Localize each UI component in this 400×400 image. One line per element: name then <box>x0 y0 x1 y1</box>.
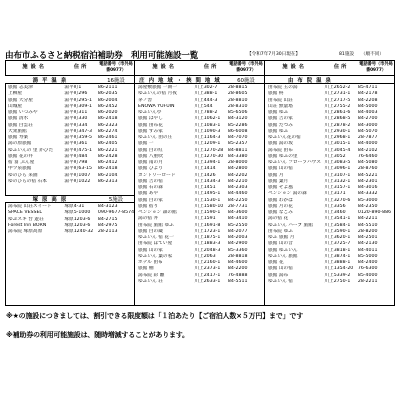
facility-phone: 84-2202 <box>227 172 248 178</box>
facility-phone: 76-4888 <box>227 272 248 278</box>
facility-phone: 84-8811 <box>227 147 248 153</box>
section-title: 庄内地域・挾間地域 <box>139 77 224 84</box>
facility-list <box>5 84 134 185</box>
footer-note-discount: ※★の施設につきましては、割引できる限度額は「１泊あたり【ご宿泊人数×５万円】まで」です <box>6 312 304 320</box>
facility-address: 川上2731-1 <box>324 91 351 97</box>
facility-name: 由布院 ゆふ <box>268 228 293 234</box>
facility-phone: 84-3000 <box>357 122 378 128</box>
facility-phone: 84-3600 <box>227 210 248 215</box>
facility-address: 川上1426 <box>194 172 216 178</box>
facility-phone: 84-4460 <box>227 191 248 197</box>
facility-phone: 86-2461 <box>97 135 118 140</box>
date-note: 【令和7年7月30日現在】 <box>247 52 301 57</box>
facility-address: 川上2417-1 <box>194 272 221 278</box>
facility-address: 湯平町330 <box>64 116 88 122</box>
facility-address: 川上5339-2 <box>324 272 351 278</box>
facility-address: 川上1414 <box>194 166 216 172</box>
facility-phone: 86-2221 <box>97 147 118 153</box>
facility-name: ゆふいん 宿 <box>268 278 293 284</box>
facility-phone: 85-6506 <box>227 110 248 115</box>
facility-phone: 84-4000 <box>357 141 378 147</box>
facility-address: 川上1495-1 <box>194 191 221 197</box>
facility-address: 川上2750-1 <box>324 278 351 284</box>
facility-name: 旅館 南の月 <box>138 160 163 165</box>
facility-name: 宿 富 ぶん屋 <box>8 160 35 165</box>
facility-phone: 84-3380 <box>227 153 248 159</box>
facility-phone: 84-2303 <box>227 185 248 190</box>
facility-address: 湯平町1 <box>64 85 82 90</box>
facility-address: 川上3460 <box>324 210 346 215</box>
facility-address: 川上3045-4 <box>324 147 351 153</box>
facility-address: 湯平町1022 <box>64 178 91 184</box>
facility-name: ホテル 由布 <box>138 260 163 265</box>
section-header <box>265 76 394 84</box>
facility-address: 川上3132-1 <box>324 178 351 184</box>
header-phone: 電話番号（市外局番0977） <box>229 61 263 73</box>
facility-address: 湯平町309-1 <box>64 103 93 109</box>
facility-phone: 84-4003 <box>357 110 378 115</box>
facility-name: ゆぷスキ 台 遊荘 <box>8 216 44 222</box>
facility-phone: 84-2250 <box>227 197 248 203</box>
facility-phone: 85-4000 <box>357 272 378 278</box>
facility-phone: 86-6008 <box>227 128 248 134</box>
facility-address: 川上3541-1 <box>324 216 351 222</box>
facility-address: 川上3584-1 <box>324 222 351 228</box>
facility-phone: 85-2286 <box>227 122 248 128</box>
facility-address: 湯平町311 <box>64 110 88 115</box>
facility-address: 川上3107-1 <box>324 172 351 178</box>
facility-address: 川上1164-3 <box>194 135 221 140</box>
facility-name: 旅館 白の蔵 <box>138 228 163 234</box>
facility-address: 湯平町334 <box>64 122 88 128</box>
facility-phone: 86-2428 <box>97 153 118 159</box>
facility-name: 由布院 玉の湯 <box>268 85 298 90</box>
facility-phone: 0120-890-886 <box>357 210 392 215</box>
facility-address: 川上1270-30 <box>194 153 224 159</box>
facility-address: 川上302-7 <box>194 85 218 90</box>
facility-phone: 28-8810 <box>227 97 248 103</box>
section-count: 16施設 <box>107 77 125 84</box>
facility-name: 旅館 ゆふいん <box>268 247 298 253</box>
facility-address: 川上2868-5 <box>324 116 351 122</box>
facility-list <box>265 84 394 285</box>
facility-address: 塚原5-1000 <box>64 210 91 216</box>
facility-address: 川上3171 <box>324 191 346 197</box>
facility-phone: 85-3000 <box>357 197 378 203</box>
facility-address: 湯平町295-1 <box>64 97 93 103</box>
facility-name: 由布院 ほてい屋 <box>138 241 173 247</box>
facility-address: 川上3888-1 <box>324 260 351 265</box>
facility-address: 川上2968-1 <box>324 135 351 140</box>
facility-phone: 84-2501 <box>357 235 378 240</box>
facility-address: 川上444-3 <box>194 97 218 103</box>
facility-address: 川上2930-1 <box>324 128 351 134</box>
facility-name: 旅館 湯の坂 <box>268 141 293 147</box>
facility-count-note: 81施設 （順不同） <box>339 52 384 57</box>
facility-name: 旅館 柚 <box>138 266 154 272</box>
section-header <box>5 195 134 203</box>
facility-phone: 86-2418 <box>97 116 118 122</box>
header-address: 住所 <box>203 63 219 70</box>
facility-name: 旅館 吉の宿 <box>138 178 163 184</box>
facility-name: カントリーロード <box>138 172 176 178</box>
facility-address: 湯平町798 <box>64 160 88 165</box>
facility-name: ゆふいんの 里 かひた <box>8 147 54 153</box>
facility-name: 上柳屋 <box>8 91 23 97</box>
facility-phone: 28-2211 <box>357 278 378 284</box>
header-name: 施設名 <box>22 63 47 70</box>
facility-address: 湯平町1007 <box>64 172 91 178</box>
facility-name: 旅館 湯布 <box>268 272 289 278</box>
facility-address: 塚原1240-32 <box>64 229 94 234</box>
facility-name: ゆのひら 来園 <box>8 172 38 178</box>
facility-phone: 86-2020 <box>97 110 118 115</box>
facility-name: 旅館 あや <box>138 191 159 197</box>
facility-phone: 28-8605 <box>227 91 248 97</box>
facility-address: 川上3620-1 <box>324 235 351 240</box>
facility-address: 川上3157-1 <box>324 185 351 190</box>
facility-phone: 84-5080 <box>357 160 378 165</box>
facility-address: 川上1451 <box>194 185 216 190</box>
facility-phone: 84-2102 <box>357 147 378 153</box>
facility-address: 湯平町63-15 <box>64 166 93 172</box>
facility-address: 塚原1203-6 <box>64 222 91 228</box>
facility-name: 旅館 ひより <box>138 166 163 172</box>
facility-name: ゆふいん亭 <box>138 110 162 115</box>
facility-address: 川上3015-1 <box>324 141 351 147</box>
header-name: 施設名 <box>152 63 177 70</box>
facility-phone: 84-2210 <box>227 178 248 184</box>
facility-phone: 84-2800 <box>227 166 248 172</box>
facility-name: ゆふいんの宿 月夜 <box>138 91 177 97</box>
facility-phone: 84-2211 <box>357 216 378 222</box>
header-address: 住所 <box>73 63 89 70</box>
facility-name: 旅館 いづみや <box>8 110 38 115</box>
header-address: 住所 <box>333 63 349 70</box>
facility-phone: 28-7877 <box>357 135 378 140</box>
facility-name: 旅館 柊 <box>268 91 284 97</box>
section-count: 5施設 <box>108 197 124 203</box>
facility-address: 川上1875-1 <box>194 235 221 240</box>
facility-address: 川上2652-2 <box>324 85 351 90</box>
facility-phone: 84-2130 <box>357 241 378 247</box>
facility-name: 湯布院 彩 離 <box>138 272 165 278</box>
facility-name: ゆふいん 宿 花一 <box>138 235 174 240</box>
facility-address: 川上2633-1 <box>194 278 221 284</box>
facility-name: 旅館 八重吹 <box>138 153 163 159</box>
facility-name: 湯布院 塚原高原 <box>8 229 43 234</box>
facility-phone: 85-2550 <box>227 222 248 228</box>
facility-address: 川上388-1 <box>194 91 218 97</box>
facility-name: 旅館 白の紅 <box>138 147 163 153</box>
facility-name: 旅館 なごみ <box>268 210 293 215</box>
facility-address: 川上3096-1 <box>324 166 351 172</box>
facility-phone: 28-8200 <box>357 228 378 234</box>
column-header <box>265 60 394 76</box>
section-header <box>135 76 264 84</box>
facility-address: 湯平町475-1 <box>64 147 93 153</box>
facility-name: ゆふいん 荘 <box>138 278 163 284</box>
facility-phone: 84-5070 <box>357 128 378 134</box>
facility-name: 旅館 宿り <box>138 203 159 209</box>
facility-phone: 86-2035 <box>97 91 118 97</box>
facility-phone: 84-2003 <box>227 235 248 240</box>
facility-phone: 28-7731 <box>227 203 248 209</box>
facility-phone: 84-2715 <box>97 216 118 222</box>
footer-note-changes: ※補助券の利用可能施設は、随時増減することがあります。 <box>6 331 189 339</box>
facility-address: 川上1580-10 <box>194 203 224 209</box>
facility-phone: 28-8760 <box>357 166 378 172</box>
facility-phone: 090-9677-8574 <box>97 210 134 216</box>
facility-row <box>5 229 134 235</box>
facility-address: 塚原1203-6 <box>64 216 91 222</box>
facility-phone: 84-2900 <box>227 241 248 247</box>
facility-row <box>135 279 264 285</box>
facility-name: 湯布院 山荘スイート <box>8 204 52 209</box>
facility-address: 川上1434-3 <box>194 178 221 184</box>
facility-address: 川上3052 <box>324 153 346 159</box>
facility-address: 川上1062-1 <box>194 116 221 122</box>
facility-phone: 86-2323 <box>97 122 118 128</box>
facility-name: 旅館 花の井 <box>8 153 33 159</box>
facility-list <box>5 203 134 235</box>
facility-address: 川上1591 <box>194 216 216 222</box>
facility-address: 湯平町347-3 <box>64 128 93 134</box>
facility-phone: 86-2104 <box>97 172 118 178</box>
facility-row <box>5 179 134 185</box>
facility-name: 湯の宿 花 <box>268 216 289 222</box>
facility-name: 中ツ泉旅館 <box>8 166 32 172</box>
facility-name: 旅館 大分屋 <box>8 97 33 103</box>
facility-phone: 84-2975 <box>97 222 118 228</box>
facility-phone: 84-2077 <box>227 228 248 234</box>
facility-address: 川上2373-1 <box>194 266 221 272</box>
column-header <box>5 60 134 76</box>
facility-name: ペンション 湯の森 <box>268 191 307 197</box>
facility-name: 旅館 わかば <box>268 197 293 203</box>
facility-address: 湯平町361 <box>64 141 88 147</box>
facility-name: 旅館 山の家 <box>138 247 163 253</box>
facility-name: 山荘 無量塔 <box>268 103 293 109</box>
section-title: 塚原高原 <box>32 197 71 203</box>
facility-name: 旅館 山の宿 <box>268 166 293 172</box>
facility-phone: 84-3016 <box>357 185 378 190</box>
section-title: 湯平温泉 <box>32 77 71 84</box>
facility-name: ゆふ 旅館 月 <box>268 235 295 240</box>
facility-name: ゆふいん花の宿 <box>268 135 301 140</box>
facility-phone: 84-3410 <box>227 216 248 222</box>
facility-name: 湯布院 由布 <box>268 147 293 153</box>
header-phone: 電話番号（市外局番0977） <box>99 61 133 73</box>
section-count: 60施設 <box>237 77 255 84</box>
facility-name: ゆふいん 由の庄 <box>138 135 173 140</box>
facility-phone: 84-4600 <box>227 260 248 265</box>
facility-name: Forest Inn BORN <box>8 222 47 228</box>
facility-name: 旅館 そよ風 <box>268 185 293 190</box>
facility-address: 川上3270-6 <box>324 197 351 203</box>
facility-name: 旅館 たつみ <box>268 122 293 128</box>
facility-name: 旅館 月 <box>268 172 284 178</box>
facility-name: 旅館 志美津 <box>8 85 33 90</box>
facility-address: 川上3874-1 <box>324 253 351 259</box>
facility-phone: 28-8000 <box>227 160 248 165</box>
facility-phone: 84-5510 <box>357 222 378 228</box>
facility-name: 旅館 石の森 <box>138 185 163 190</box>
column-yunohira <box>5 60 135 306</box>
facility-address: 川上2717-5 <box>324 97 351 103</box>
facility-phone: 85-2357 <box>227 141 248 147</box>
facility-address: 川上1723-1 <box>194 228 221 234</box>
facility-address: 川上2878-2 <box>324 122 351 128</box>
facility-name: ゆのひらの宿 石本 <box>8 178 47 184</box>
facility-row <box>265 279 394 285</box>
facility-name: 旅館 花 <box>268 260 284 265</box>
facility-phone: 84-5511 <box>227 278 248 284</box>
facility-address: 川上1270-28 <box>194 147 224 153</box>
facility-phone: 84-2301 <box>357 178 378 184</box>
facility-name: 旅館 葉月 <box>268 178 289 184</box>
facility-address: 塚原4-31 <box>64 204 85 209</box>
facility-address: 湯平町484 <box>64 153 88 159</box>
facility-phone: 84-3123 <box>97 204 118 209</box>
facility-phone: 84-2350 <box>357 203 378 209</box>
facility-phone: 84-7070 <box>227 135 248 140</box>
facility-address: 川上3725-7 <box>324 241 351 247</box>
section-title: 由布院温泉 <box>287 77 335 84</box>
facility-phone: 86-2405 <box>97 141 118 147</box>
facility-phone: 84-5221 <box>357 172 378 178</box>
facility-phone: 76-6460 <box>357 153 378 159</box>
facility-phone: 86-2111 <box>97 85 118 90</box>
facility-phone: 76-6300 <box>357 266 378 272</box>
facility-phone: 86-2004 <box>97 97 118 103</box>
facility-phone: 28-8310 <box>227 103 248 109</box>
facility-name: 旅館 山の音 <box>268 241 293 247</box>
facility-address: 川上2755-2 <box>324 103 351 109</box>
facility-name: ゆふいん フローラハウス <box>268 160 321 165</box>
facility-address: 川上1394-1 <box>194 160 221 165</box>
facility-phone: 86-2412 <box>97 160 118 165</box>
facility-phone: 86-2418 <box>97 166 118 172</box>
facility-address: 川上3083-5 <box>324 160 351 165</box>
facility-phone: 86-2274 <box>97 128 118 134</box>
facility-name: ゆふいん 葉の家 <box>138 253 173 259</box>
facility-name: 旅館 清水 <box>8 116 29 122</box>
column-header <box>135 60 264 76</box>
facility-address: 川上1083-1 <box>194 122 221 128</box>
facility-phone: 84-2208 <box>357 97 378 103</box>
facility-name: 旅館 吉の家 <box>268 116 293 122</box>
facility-phone: 85-5000 <box>357 253 378 259</box>
facility-phone: 86-2452 <box>97 103 118 109</box>
facility-name: 旅館 ゆふ <box>268 110 289 115</box>
column-yufuin-b <box>265 60 395 306</box>
facility-name: 湯の原旅館 <box>8 141 32 147</box>
facility-phone: 84-5000 <box>357 103 378 109</box>
facility-name: ゆふいん ハーブ 旅館 <box>268 222 313 228</box>
facility-name: 旅館 白雲荘 <box>8 122 33 128</box>
facility-name: 旅館 山の宿 <box>268 266 293 272</box>
facility-address: 川上1691-8 <box>194 222 221 228</box>
facility-address: 川上2048-3 <box>194 247 221 253</box>
facility-address: 川上1530-1 <box>194 197 221 203</box>
facility-address: 川上1883-3 <box>194 241 221 247</box>
section-header <box>5 76 134 84</box>
facility-address: 湯平町359-5 <box>64 135 93 140</box>
column-yufuin-a <box>135 60 265 306</box>
header-phone: 電話番号（市外局番0977） <box>359 61 393 73</box>
facility-phone: 84-4011 <box>357 247 378 253</box>
facility-address: 川上3356 <box>324 203 346 209</box>
facility-address: 湯平町296 <box>64 91 88 97</box>
facility-address: 川上2861-6 <box>324 110 351 115</box>
facility-name: 旅館 ゆふ <box>268 128 289 134</box>
facility-phone: 28-8818 <box>227 253 248 259</box>
header-name: 施設名 <box>282 63 307 70</box>
facility-address: 川上1209-1 <box>194 141 221 147</box>
facility-address: 川上1590-1 <box>194 210 221 215</box>
facility-phone: 84-2178 <box>357 91 378 97</box>
facility-name: ENOWA YUFUIN <box>138 103 175 109</box>
facility-name: 旅館 すみ家 <box>138 128 163 134</box>
facility-phone: 28-2113 <box>97 229 118 234</box>
facility-name: 旅館 寿楽 <box>8 135 29 140</box>
facility-name: 山城屋 <box>8 103 23 109</box>
facility-address: 川上1090-3 <box>194 128 221 134</box>
facility-phone: 85-4711 <box>357 85 378 90</box>
facility-address: 川上3590-1 <box>324 228 351 234</box>
facility-name: ペンション 森の館 <box>138 210 177 215</box>
facility-address: 川上544 <box>194 103 213 109</box>
facility-address: 川上2063 <box>194 253 216 259</box>
facility-name: 旅館 由布花 <box>138 122 163 128</box>
facility-name: 由布院 旅館 ゆふ <box>138 222 174 228</box>
facility-name: 旅館 白の家 <box>138 197 163 203</box>
facility-name: 大衆旅館 <box>8 128 27 134</box>
facility-phone: 84-2200 <box>227 266 248 272</box>
facility-name: 旅館 月の花 <box>268 203 293 209</box>
facility-phone: 84-2700 <box>357 116 378 122</box>
facility-name: 湯屋敷旅館 一期一 <box>138 85 177 90</box>
facility-phone: 28-8815 <box>227 85 248 90</box>
facility-address: 川上2160-1 <box>194 260 221 265</box>
facility-phone: 86-2313 <box>97 178 118 184</box>
facility-name: 茅ノ舎 <box>138 97 153 103</box>
facility-name: 旅館 ゆふの里 <box>268 153 298 159</box>
facility-phone: 84-3332 <box>357 191 378 197</box>
facility-address: 川上1354-20 <box>324 266 354 272</box>
facility-list <box>135 84 264 285</box>
facility-phone: 85-3360 <box>227 247 248 253</box>
facility-address: 川上788-2 <box>194 110 218 115</box>
facility-name: 由布院 山莊 <box>268 97 293 103</box>
facility-name: 旅館 一 <box>138 141 154 147</box>
facility-name: 湯の宿 井 <box>138 216 159 222</box>
facility-name: ゆふいん 旅館 <box>268 253 298 259</box>
facility-name: 旅館 はやし <box>138 116 163 122</box>
page-title: 由布市ふるさと納税宿泊補助券 利用可能施設一覧 <box>5 51 199 61</box>
facility-phone: 84-2400 <box>357 260 378 265</box>
facility-name: SPACE VESSEL <box>8 210 43 216</box>
facility-phone: 84-3120 <box>227 116 248 122</box>
facility-address: 川上3818-1 <box>324 247 351 253</box>
